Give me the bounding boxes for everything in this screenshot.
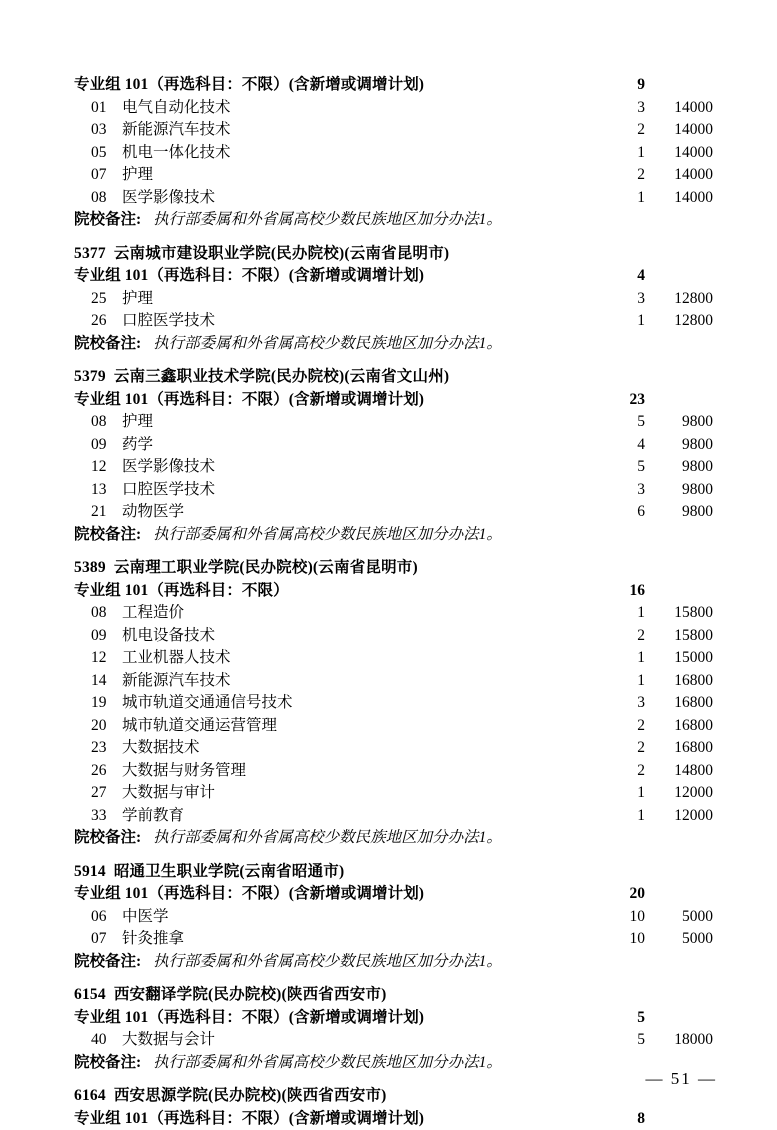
school-block xyxy=(66,74,719,232)
school-note-label: 院校备注: xyxy=(74,1054,141,1071)
major-fee: 14000 xyxy=(645,164,719,187)
major-row xyxy=(66,411,719,434)
major-fee: 16800 xyxy=(645,715,719,738)
major-row xyxy=(66,97,719,120)
major-row xyxy=(66,782,719,805)
major-name: 大数据与财务管理 xyxy=(122,762,246,779)
major-group-label: 专业组 101（再选科目：不限）(含新增或调增计划) xyxy=(66,265,424,288)
school-heading xyxy=(66,1085,719,1108)
major-name: 护理 xyxy=(122,166,153,183)
school-note-text: 执行部委属和外省属高校少数民族地区加分办法1。 xyxy=(153,1054,502,1071)
major-name: 新能源汽车技术 xyxy=(122,672,231,689)
school-note-label: 院校备注: xyxy=(74,953,141,970)
school-note-label: 院校备注: xyxy=(74,526,141,543)
school-block xyxy=(66,1085,719,1130)
major-code: 09 xyxy=(91,434,115,457)
major-name: 大数据与会计 xyxy=(122,1031,215,1048)
school-code: 5377 xyxy=(74,245,106,262)
major-name: 电气自动化技术 xyxy=(122,99,231,116)
major-fee: 15000 xyxy=(645,647,719,670)
major-count: 1 xyxy=(599,670,645,693)
major-group-count: 20 xyxy=(599,883,645,906)
school-code: 6164 xyxy=(74,1087,106,1104)
major-row xyxy=(66,928,719,951)
school-note xyxy=(66,1052,719,1075)
school-block xyxy=(66,557,719,850)
major-name: 大数据与审计 xyxy=(122,784,215,801)
major-count: 1 xyxy=(599,647,645,670)
major-name: 医学影像技术 xyxy=(122,458,215,475)
school-code: 5389 xyxy=(74,559,106,576)
major-count: 5 xyxy=(599,411,645,434)
major-code: 33 xyxy=(91,805,115,828)
major-code: 27 xyxy=(91,782,115,805)
major-group-count: 8 xyxy=(599,1108,645,1130)
major-count: 2 xyxy=(599,737,645,760)
school-note xyxy=(66,524,719,547)
major-name: 护理 xyxy=(122,290,153,307)
major-name: 中医学 xyxy=(122,908,169,925)
major-name: 针灸推拿 xyxy=(122,930,184,947)
major-code: 07 xyxy=(91,164,115,187)
major-fee: 12800 xyxy=(645,288,719,311)
major-code: 23 xyxy=(91,737,115,760)
school-note-text: 执行部委属和外省属高校少数民族地区加分办法1。 xyxy=(153,829,502,846)
major-group-label: 专业组 101（再选科目：不限）(含新增或调增计划) xyxy=(66,74,424,97)
major-group-label: 专业组 101（再选科目：不限） xyxy=(66,580,289,603)
school-block xyxy=(66,861,719,974)
school-heading xyxy=(66,861,719,884)
major-row xyxy=(66,142,719,165)
major-code: 20 xyxy=(91,715,115,738)
major-fee: 14000 xyxy=(645,97,719,120)
major-group-heading xyxy=(66,883,719,906)
major-count: 1 xyxy=(599,782,645,805)
school-note xyxy=(66,827,719,850)
major-fee: 18000 xyxy=(645,1029,719,1052)
major-fee: 16800 xyxy=(645,692,719,715)
major-code: 12 xyxy=(91,647,115,670)
major-fee: 14000 xyxy=(645,119,719,142)
major-row xyxy=(66,692,719,715)
major-name: 工业机器人技术 xyxy=(122,649,231,666)
major-row xyxy=(66,119,719,142)
major-name: 新能源汽车技术 xyxy=(122,121,231,138)
school-name: 西安思源学院(民办院校)(陕西省西安市) xyxy=(114,1087,387,1104)
major-group-heading xyxy=(66,580,719,603)
major-code: 13 xyxy=(91,479,115,502)
major-code: 03 xyxy=(91,119,115,142)
major-name: 口腔医学技术 xyxy=(122,481,215,498)
major-code: 08 xyxy=(91,187,115,210)
major-code: 19 xyxy=(91,692,115,715)
major-code: 12 xyxy=(91,456,115,479)
plan-listing xyxy=(66,74,719,1130)
major-fee: 5000 xyxy=(645,906,719,929)
major-group-label: 专业组 101（再选科目：不限）(含新增或调增计划) xyxy=(66,1108,424,1130)
major-count: 3 xyxy=(599,692,645,715)
major-row xyxy=(66,479,719,502)
major-name: 城市轨道交通通信号技术 xyxy=(122,694,293,711)
major-count: 2 xyxy=(599,625,645,648)
major-count: 1 xyxy=(599,142,645,165)
school-heading xyxy=(66,366,719,389)
school-note-text: 执行部委属和外省属高校少数民族地区加分办法1。 xyxy=(153,211,502,228)
page-number: — 51 — xyxy=(646,1069,718,1089)
major-count: 10 xyxy=(599,906,645,929)
major-count: 10 xyxy=(599,928,645,951)
major-code: 09 xyxy=(91,625,115,648)
major-code: 14 xyxy=(91,670,115,693)
school-code: 5914 xyxy=(74,863,106,880)
major-fee: 16800 xyxy=(645,670,719,693)
major-code: 21 xyxy=(91,501,115,524)
major-count: 5 xyxy=(599,456,645,479)
major-name: 口腔医学技术 xyxy=(122,312,215,329)
major-row xyxy=(66,602,719,625)
major-fee: 9800 xyxy=(645,411,719,434)
major-count: 1 xyxy=(599,602,645,625)
major-fee: 9800 xyxy=(645,434,719,457)
major-code: 25 xyxy=(91,288,115,311)
major-group-count: 9 xyxy=(599,74,645,97)
major-code: 08 xyxy=(91,411,115,434)
major-code: 07 xyxy=(91,928,115,951)
major-row xyxy=(66,906,719,929)
major-row xyxy=(66,625,719,648)
school-name: 西安翻译学院(民办院校)(陕西省西安市) xyxy=(114,986,387,1003)
major-name: 动物医学 xyxy=(122,503,184,520)
school-note-text: 执行部委属和外省属高校少数民族地区加分办法1。 xyxy=(153,335,502,352)
school-note-label: 院校备注: xyxy=(74,829,141,846)
major-name: 城市轨道交通运营管理 xyxy=(122,717,277,734)
major-code: 08 xyxy=(91,602,115,625)
major-row xyxy=(66,1029,719,1052)
major-row xyxy=(66,456,719,479)
major-group-heading xyxy=(66,1007,719,1030)
major-name: 工程造价 xyxy=(122,604,184,621)
school-name: 云南城市建设职业学院(民办院校)(云南省昆明市) xyxy=(114,245,449,262)
major-name: 大数据技术 xyxy=(122,739,200,756)
school-note-text: 执行部委属和外省属高校少数民族地区加分办法1。 xyxy=(153,953,502,970)
major-fee: 14000 xyxy=(645,187,719,210)
school-heading xyxy=(66,984,719,1007)
major-group-heading xyxy=(66,265,719,288)
major-fee: 14800 xyxy=(645,760,719,783)
major-group-label: 专业组 101（再选科目：不限）(含新增或调增计划) xyxy=(66,389,424,412)
school-heading xyxy=(66,243,719,266)
major-count: 3 xyxy=(599,479,645,502)
major-count: 1 xyxy=(599,310,645,333)
major-row xyxy=(66,164,719,187)
major-name: 机电设备技术 xyxy=(122,627,215,644)
major-group-label: 专业组 101（再选科目：不限）(含新增或调增计划) xyxy=(66,883,424,906)
major-count: 1 xyxy=(599,805,645,828)
major-group-heading xyxy=(66,1108,719,1130)
major-count: 4 xyxy=(599,434,645,457)
school-note-label: 院校备注: xyxy=(74,335,141,352)
school-block xyxy=(66,984,719,1074)
school-note xyxy=(66,333,719,356)
major-row xyxy=(66,434,719,457)
school-note-label: 院校备注: xyxy=(74,211,141,228)
major-code: 06 xyxy=(91,906,115,929)
major-name: 学前教育 xyxy=(122,807,184,824)
major-fee: 9800 xyxy=(645,456,719,479)
major-name: 医学影像技术 xyxy=(122,189,215,206)
school-note-text: 执行部委属和外省属高校少数民族地区加分办法1。 xyxy=(153,526,502,543)
major-code: 40 xyxy=(91,1029,115,1052)
major-code: 05 xyxy=(91,142,115,165)
major-count: 2 xyxy=(599,760,645,783)
major-row xyxy=(66,670,719,693)
major-count: 3 xyxy=(599,288,645,311)
school-name: 昭通卫生职业学院(云南省昭通市) xyxy=(114,863,345,880)
major-count: 6 xyxy=(599,501,645,524)
major-group-label: 专业组 101（再选科目：不限）(含新增或调增计划) xyxy=(66,1007,424,1030)
major-count: 2 xyxy=(599,715,645,738)
major-row xyxy=(66,760,719,783)
major-fee: 15800 xyxy=(645,625,719,648)
major-fee: 5000 xyxy=(645,928,719,951)
major-row xyxy=(66,647,719,670)
major-count: 3 xyxy=(599,97,645,120)
major-row xyxy=(66,737,719,760)
major-group-count: 23 xyxy=(599,389,645,412)
major-fee: 14000 xyxy=(645,142,719,165)
major-group-count: 5 xyxy=(599,1007,645,1030)
school-code: 6154 xyxy=(74,986,106,1003)
major-count: 2 xyxy=(599,119,645,142)
school-name: 云南理工职业学院(民办院校)(云南省昆明市) xyxy=(114,559,418,576)
major-row xyxy=(66,310,719,333)
major-row xyxy=(66,715,719,738)
school-name: 云南三鑫职业技术学院(民办院校)(云南省文山州) xyxy=(114,368,449,385)
major-fee: 9800 xyxy=(645,501,719,524)
major-code: 26 xyxy=(91,760,115,783)
major-fee: 16800 xyxy=(645,737,719,760)
major-group-heading xyxy=(66,389,719,412)
major-name: 护理 xyxy=(122,413,153,430)
major-row xyxy=(66,501,719,524)
major-fee: 12000 xyxy=(645,782,719,805)
major-fee: 12800 xyxy=(645,310,719,333)
major-count: 5 xyxy=(599,1029,645,1052)
school-note xyxy=(66,951,719,974)
major-code: 26 xyxy=(91,310,115,333)
major-group-heading xyxy=(66,74,719,97)
major-fee: 15800 xyxy=(645,602,719,625)
major-row xyxy=(66,187,719,210)
school-code: 5379 xyxy=(74,368,106,385)
major-group-count: 16 xyxy=(599,580,645,603)
major-code: 01 xyxy=(91,97,115,120)
school-block xyxy=(66,243,719,356)
major-name: 药学 xyxy=(122,436,153,453)
major-group-count: 4 xyxy=(599,265,645,288)
school-block xyxy=(66,366,719,546)
school-note xyxy=(66,209,719,232)
major-fee: 12000 xyxy=(645,805,719,828)
major-count: 1 xyxy=(599,187,645,210)
major-row xyxy=(66,805,719,828)
major-fee: 9800 xyxy=(645,479,719,502)
major-name: 机电一体化技术 xyxy=(122,144,231,161)
school-heading xyxy=(66,557,719,580)
major-row xyxy=(66,288,719,311)
major-count: 2 xyxy=(599,164,645,187)
